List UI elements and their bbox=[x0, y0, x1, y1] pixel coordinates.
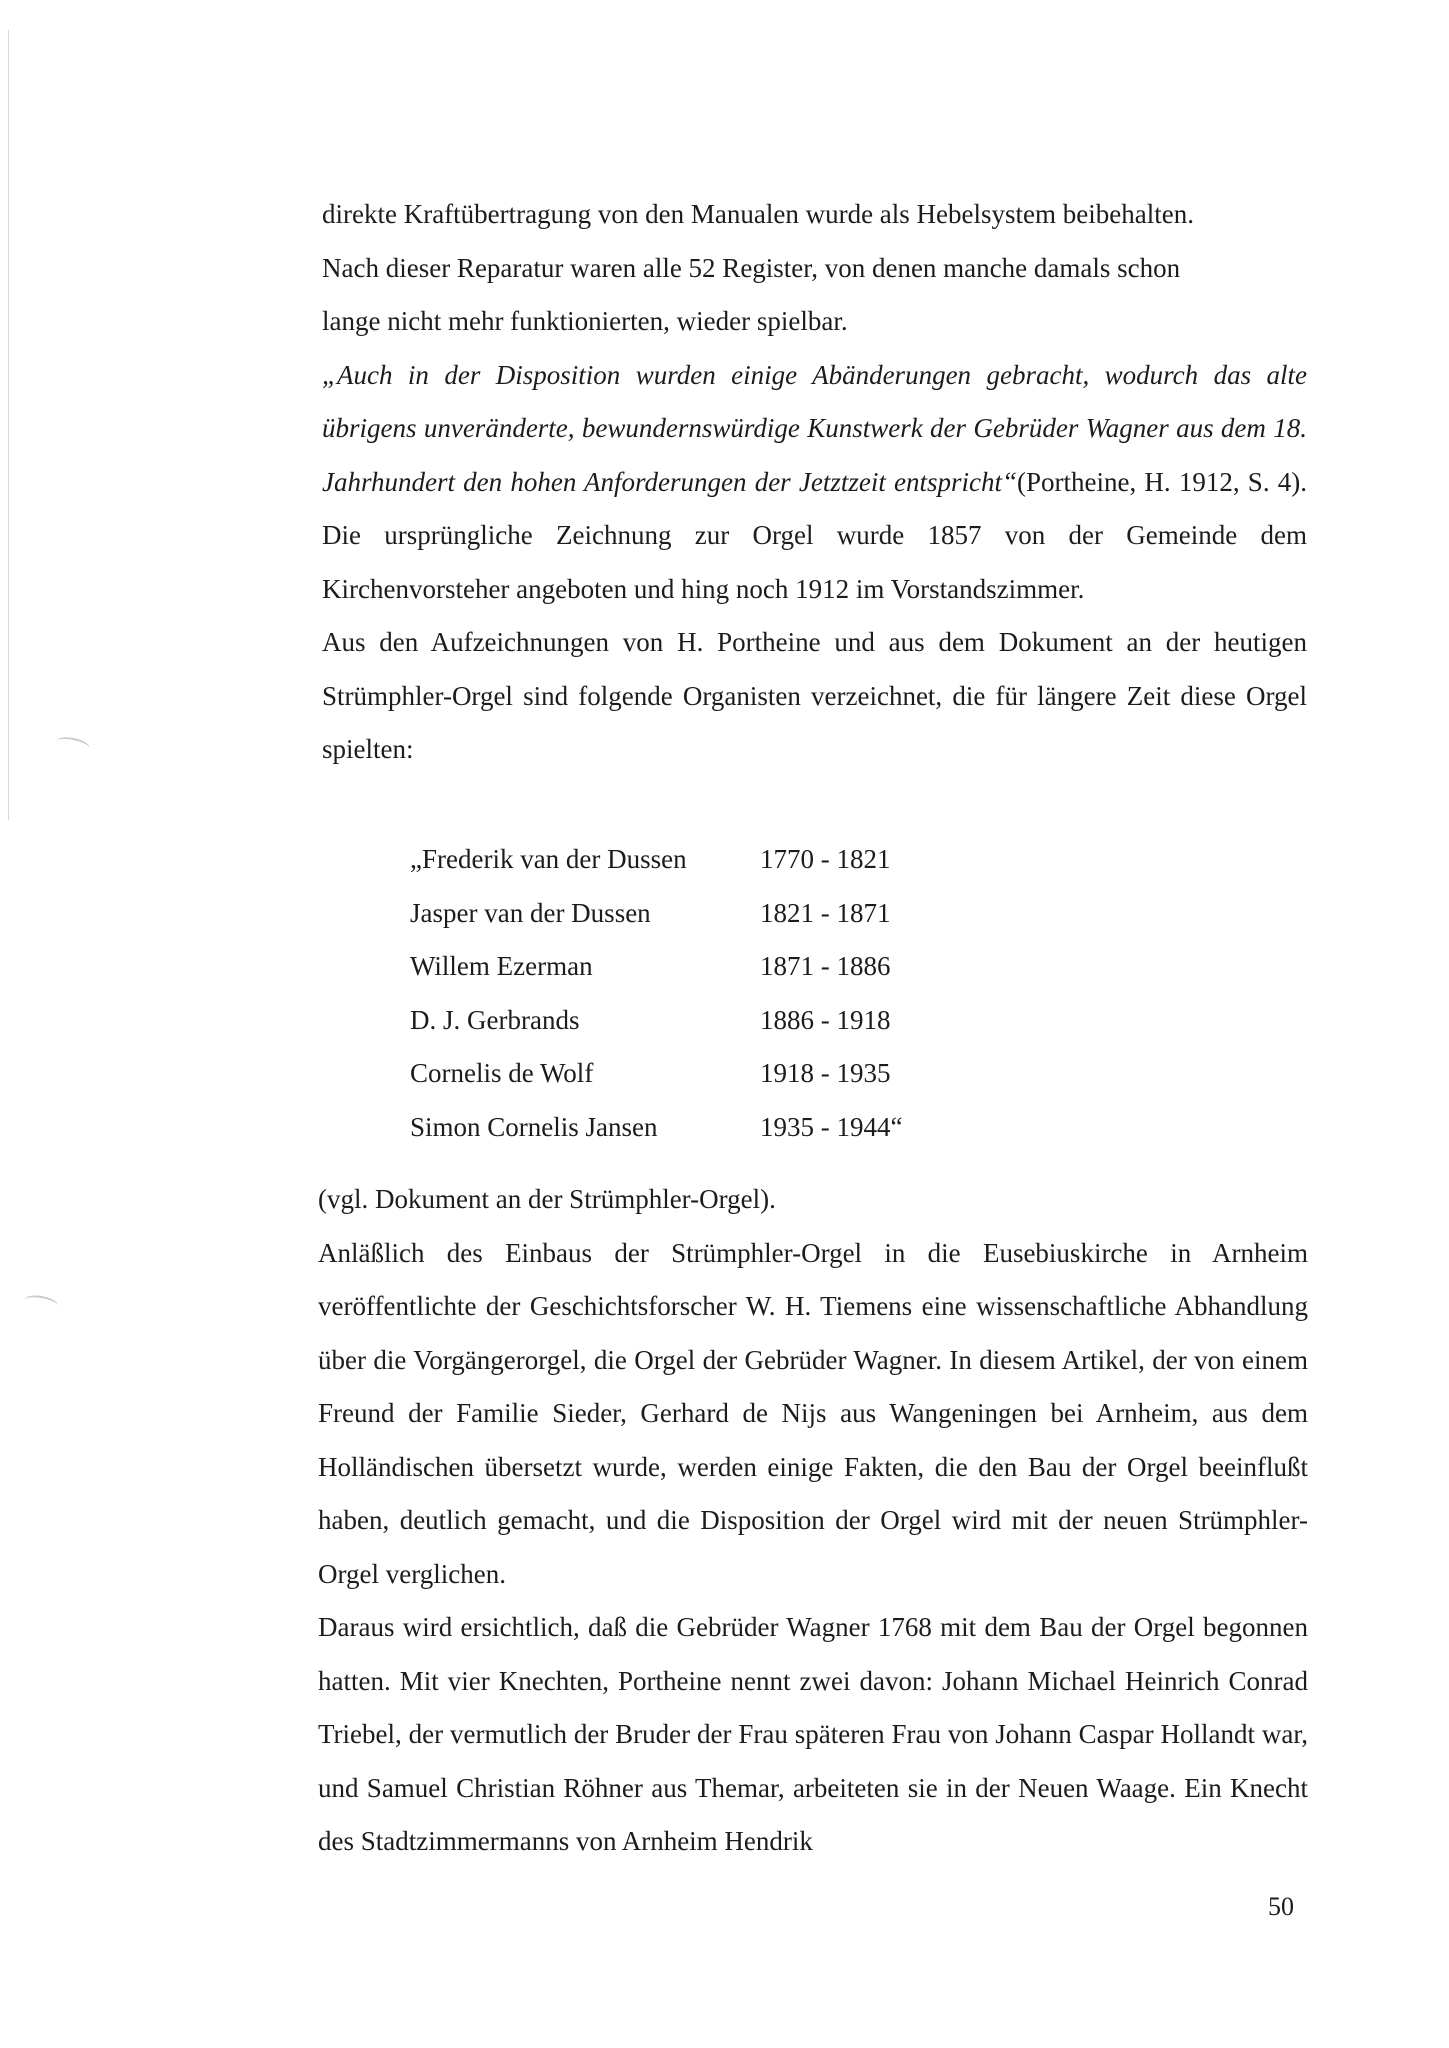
table-row bbox=[410, 1101, 960, 1155]
paragraph-line: direkte Kraftübertragung von den Manualen wurde als Hebelsystem beibehalten. bbox=[322, 199, 1194, 229]
table-row bbox=[410, 887, 960, 941]
paragraph: Aus den Aufzeichnungen von H. Portheine und aus dem Dokument an der heutigen Strümphler-Orgel sind folgende Organisten verzeichnet, die für längere Zeit diese Orgel spielten: bbox=[322, 627, 1307, 764]
organist-years: 1886 - 1918 bbox=[760, 1004, 891, 1035]
organist-years: 1935 - 1944“ bbox=[760, 1111, 903, 1142]
table-row bbox=[410, 1047, 960, 1101]
paragraph: Daraus wird ersichtlich, daß die Gebrüder Wagner 1768 mit dem Bau der Orgel begonnen hatten. Mit vier Knechten, Portheine nennt zwei davon: Johann Michael Heinrich Conrad Triebel, der vermutlich der Bruder der Frau späteren Frau von Johann Caspar Hollandt war, und Samuel Christian Röhner aus Themar, arbeiteten sie in der Neuen Waage. Ein Knecht des Stadtzimmermanns von Arnheim Hendrik bbox=[318, 1612, 1308, 1856]
organist-name: „Frederik van der Dussen bbox=[410, 844, 687, 875]
table-row bbox=[410, 833, 960, 887]
organist-years: 1821 - 1871 bbox=[760, 897, 891, 928]
organist-name: Simon Cornelis Jansen bbox=[410, 1111, 658, 1142]
quote-paragraph bbox=[322, 349, 1307, 617]
organist-years: 1770 - 1821 bbox=[760, 844, 891, 875]
organists-table bbox=[410, 833, 960, 1154]
quote-text: „Auch in der Disposition wurden einige Abänderungen gebracht, wodurch das alte übrigens unveränderte, bewundernswürdige Kunstwerk der Gebrüder Wagner aus dem 18. Jahrhundert den hohen Anforderungen der Jetztzeit entspricht“ bbox=[322, 359, 1307, 497]
organist-name: Cornelis de Wolf bbox=[410, 1058, 594, 1089]
organist-name: Jasper van der Dussen bbox=[410, 897, 651, 928]
paragraph-line: lange nicht mehr funktionierten, wieder spielbar. bbox=[322, 306, 848, 336]
lower-text-block bbox=[318, 1173, 1308, 1869]
quote-source-text: (Portheine, H. 1912, S. 4). Die ursprüngliche Zeichnung zur Orgel wurde 1857 von der Gemeinde dem Kirchenvorsteher angeboten und hing noch 1912 im Vorstandszimmer. bbox=[322, 466, 1307, 604]
page-number: 50 bbox=[1268, 1892, 1294, 1921]
scan-mark bbox=[23, 1293, 59, 1313]
organist-name: D. J. Gerbrands bbox=[410, 1004, 580, 1035]
paragraph-line: Nach dieser Reparatur waren alle 52 Register, von denen manche damals schon bbox=[322, 252, 1181, 283]
paragraph: Anläßlich des Einbaus der Strümphler-Orgel in die Eusebiuskirche in Arnheim veröffentlichte der Geschichtsforscher W. H. Tiemens eine wissenschaftliche Abhandlung über die Vorgängerorgel, die Orgel der Gebrüder Wagner. In diesem Artikel, der von einem Freund der Familie Sieder, Gerhard de Nijs aus Wangeningen bei Arnheim, aus dem Holländischen übersetzt wurde, werden einige Fakten, die den Bau der Orgel beeinflußt haben, deutlich gemacht, und die Disposition der Orgel wird mit der neuen Strümphler-Orgel verglichen. bbox=[318, 1237, 1308, 1589]
organist-years: 1871 - 1886 bbox=[760, 951, 891, 982]
organist-years: 1918 - 1935 bbox=[760, 1058, 891, 1089]
table-row bbox=[410, 940, 960, 994]
upper-text-block bbox=[322, 188, 1307, 777]
organist-name: Willem Ezerman bbox=[410, 951, 593, 982]
scan-mark bbox=[55, 735, 91, 756]
table-row bbox=[410, 994, 960, 1048]
scan-edge-line bbox=[8, 30, 9, 820]
citation: (vgl. Dokument an der Strümphler-Orgel). bbox=[318, 1184, 776, 1214]
